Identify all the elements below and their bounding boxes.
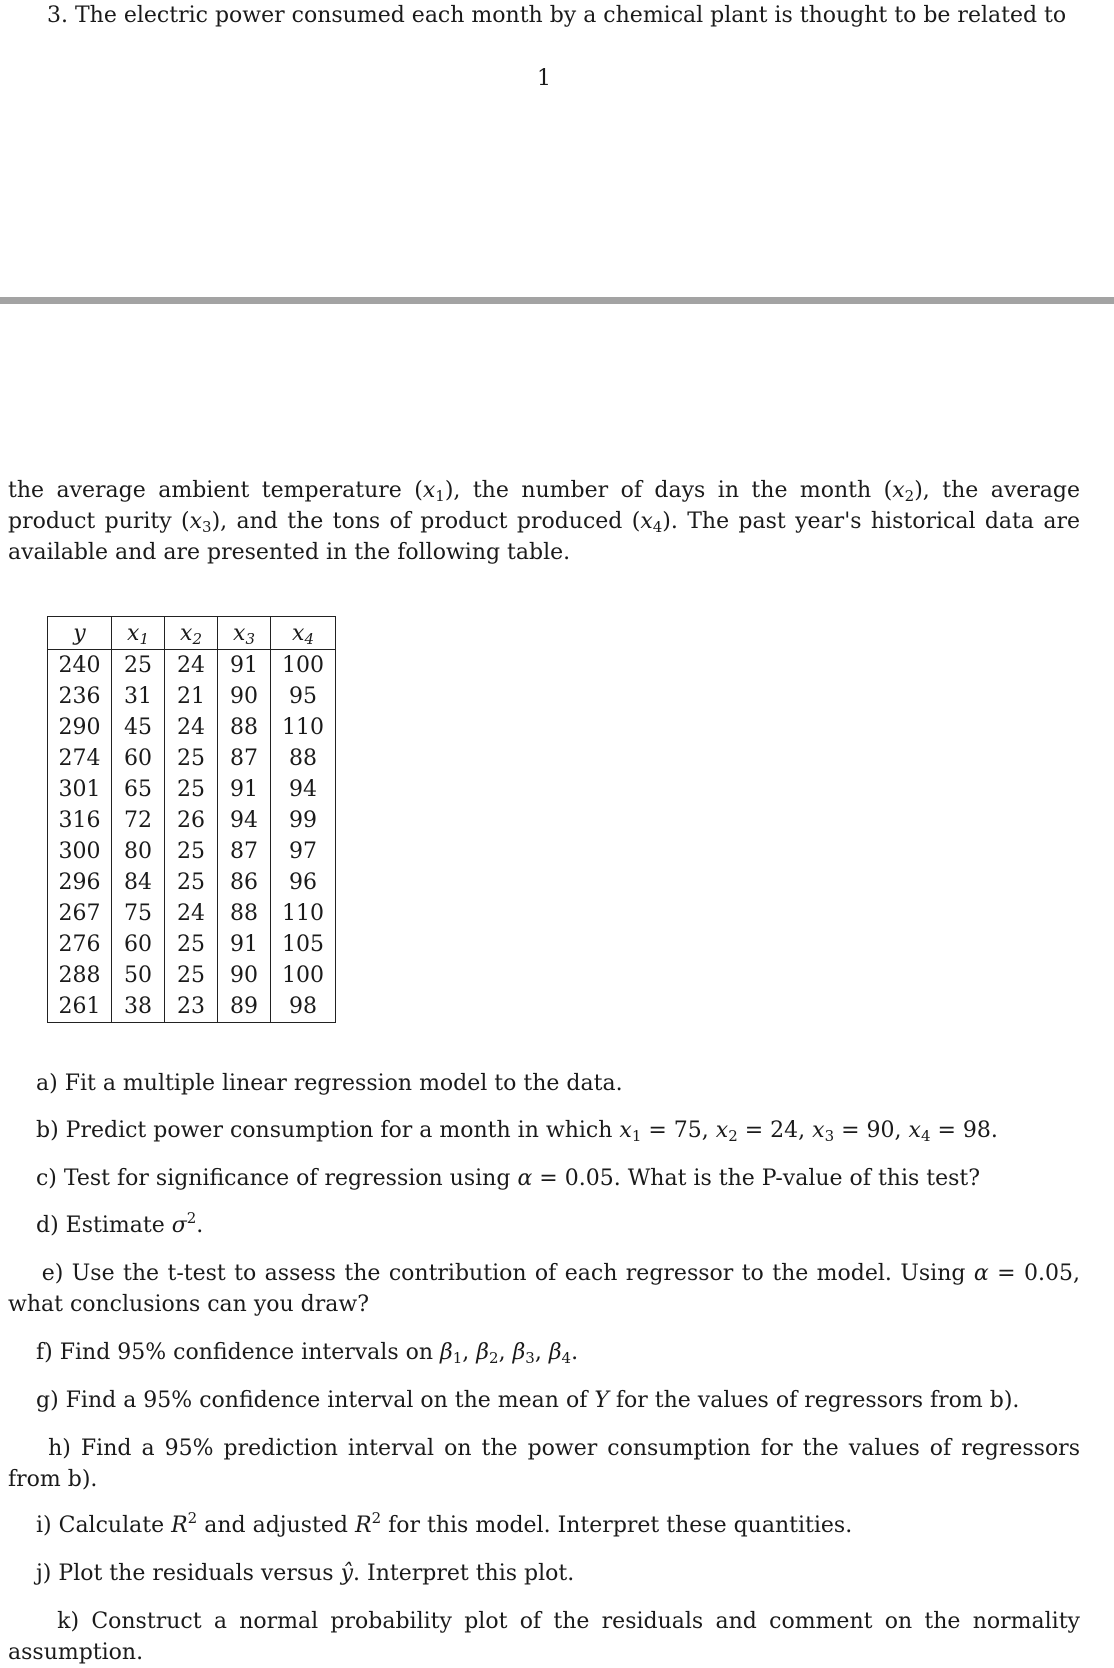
table-row: [48, 991, 336, 1023]
table-header-cell: $x_1$: [112, 617, 165, 650]
table-row: [48, 867, 336, 898]
table-cell: 290: [58, 715, 101, 740]
question-text: Plot the residuals versus ŷ. Interpret this plot.: [58, 1561, 575, 1586]
table-cell: 84: [112, 867, 165, 898]
question-text: Find a 95% prediction interval on the power consumption for the values of regressors from b).: [8, 1436, 1080, 1492]
question-text: Predict power consumption for a month in which $x_1 = 75$, $x_2 = 24$, $x_3 = 90$, $x_4 = 98$.: [65, 1118, 998, 1145]
question-g: [8, 1385, 1080, 1416]
question-e: [8, 1258, 1080, 1320]
table-cell: 274: [58, 746, 101, 771]
table-cell: 23: [165, 991, 218, 1023]
table-cell: 25: [165, 867, 218, 898]
question-label: c): [35, 1166, 57, 1191]
table-row: [48, 929, 336, 960]
table-cell: 86: [218, 867, 271, 898]
question-c: [8, 1163, 1080, 1194]
table-cell: 301: [58, 777, 101, 802]
question-j: [8, 1558, 1080, 1589]
table-cell: 21: [165, 681, 218, 712]
problem-intro-text: The electric power consumed each month by a chemical plant is thought to be related to: [75, 3, 1067, 28]
question-text: Use the t-test to assess the contribution of each regressor to the model. Using α = 0.05, what conclusions can you draw?: [8, 1261, 1081, 1317]
table-cell: 45: [112, 712, 165, 743]
table-row: [48, 836, 336, 867]
table-cell: 88: [271, 743, 336, 774]
table-cell: 97: [271, 836, 336, 867]
question-label: d): [35, 1213, 59, 1238]
question-f: [8, 1337, 1080, 1368]
table-cell: 75: [112, 898, 165, 929]
table-cell: 91: [218, 929, 271, 960]
question-label: e): [41, 1261, 64, 1286]
question-label: f): [35, 1340, 53, 1365]
table-cell: 94: [271, 774, 336, 805]
table-row: [48, 743, 336, 774]
table-cell: 110: [271, 712, 336, 743]
question-label: h): [48, 1436, 71, 1461]
table-cell: 91: [218, 650, 271, 682]
table-cell: 110: [271, 898, 336, 929]
table-cell: 100: [271, 960, 336, 991]
table-cell: 105: [271, 929, 336, 960]
table-cell: 24: [165, 898, 218, 929]
table-cell: 91: [218, 774, 271, 805]
table-header-cell: $x_2$: [165, 617, 218, 650]
table-cell: 26: [165, 805, 218, 836]
data-table: [47, 616, 336, 1023]
table-cell: 24: [165, 712, 218, 743]
table-cell: 31: [112, 681, 165, 712]
table-cell: 25: [165, 960, 218, 991]
page-number: 1: [537, 66, 551, 91]
question-text: Find a 95% confidence interval on the mean of Y for the values of regressors from b).: [65, 1388, 1020, 1413]
problem-continuation: the average ambient temperature $(x_1)$, the number of days in the month $(x_2)$, the average product purity $(x_3)$, and the tons of product produced $(x_4)$. The past year's historical data are available and are presented in the following table.: [8, 478, 1081, 565]
table-row: [48, 898, 336, 929]
table-cell: 267: [58, 901, 101, 926]
table-cell: 98: [271, 991, 336, 1023]
question-text: Find 95% confidence intervals on $\beta_1$, $\beta_2$, $\beta_3$, $\beta_4$.: [59, 1340, 579, 1367]
question-label: b): [35, 1118, 59, 1143]
question-d: [8, 1210, 1080, 1241]
table-cell: 87: [218, 743, 271, 774]
question-text: Test for significance of regression using α = 0.05. What is the P-value of this test?: [63, 1166, 981, 1191]
problem-number: 3.: [47, 3, 68, 28]
table-cell: 261: [58, 994, 101, 1019]
question-i: [8, 1510, 1080, 1541]
table-cell: 300: [58, 839, 101, 864]
table-cell: 89: [218, 991, 271, 1023]
problem-intro: [47, 0, 1066, 31]
table-body: [48, 650, 336, 1023]
question-label: a): [35, 1071, 58, 1096]
page-divider: [0, 297, 1114, 304]
table-cell: 25: [165, 774, 218, 805]
table-row: [48, 712, 336, 743]
question-text: Construct a normal probability plot of the residuals and comment on the normality assumption.: [8, 1609, 1080, 1665]
table-cell: 24: [165, 650, 218, 682]
question-text: Fit a multiple linear regression model to the data.: [64, 1071, 623, 1096]
table-row: [48, 650, 336, 682]
table-cell: 60: [112, 743, 165, 774]
table-cell: 236: [58, 684, 101, 709]
table-cell: 90: [218, 681, 271, 712]
question-a: [8, 1068, 1080, 1099]
table-row: [48, 774, 336, 805]
table-cell: 100: [271, 650, 336, 682]
question-text: Estimate $\sigma^2$.: [65, 1209, 204, 1238]
table-cell: 88: [218, 898, 271, 929]
table-cell: 72: [112, 805, 165, 836]
table-cell: 25: [112, 650, 165, 682]
table-cell: 88: [218, 712, 271, 743]
table-header-cell: $x_4$: [271, 617, 336, 650]
question-label: k): [57, 1609, 80, 1634]
table-cell: 95: [271, 681, 336, 712]
table-header-cell: y: [73, 620, 86, 646]
table-row: [48, 681, 336, 712]
question-k: [8, 1606, 1080, 1668]
table-cell: 25: [165, 743, 218, 774]
table-cell: 316: [58, 808, 101, 833]
table-cell: 80: [112, 836, 165, 867]
table-row: [48, 960, 336, 991]
table-cell: 296: [58, 870, 101, 895]
table-cell: 25: [165, 836, 218, 867]
question-text: Calculate $R^2$ and adjusted $R^2$ for this model. Interpret these quantities.: [58, 1509, 853, 1538]
table-cell: 60: [112, 929, 165, 960]
table-cell: 288: [58, 963, 101, 988]
table-cell: 25: [165, 929, 218, 960]
table-cell: 65: [112, 774, 165, 805]
table-cell: 90: [218, 960, 271, 991]
table-cell: 99: [271, 805, 336, 836]
table-header-row: [48, 617, 336, 650]
question-b: [8, 1115, 1080, 1146]
question-label: g): [35, 1388, 59, 1413]
table-cell: 96: [271, 867, 336, 898]
question-label: i): [35, 1513, 52, 1538]
table-cell: 276: [58, 932, 101, 957]
question-label: j): [35, 1561, 52, 1586]
table-cell: 240: [58, 653, 101, 678]
question-h: [8, 1433, 1080, 1495]
table-row: [48, 805, 336, 836]
table-cell: 38: [112, 991, 165, 1023]
table-header-cell: $x_3$: [218, 617, 271, 650]
table-cell: 87: [218, 836, 271, 867]
table-cell: 94: [218, 805, 271, 836]
table-cell: 50: [112, 960, 165, 991]
